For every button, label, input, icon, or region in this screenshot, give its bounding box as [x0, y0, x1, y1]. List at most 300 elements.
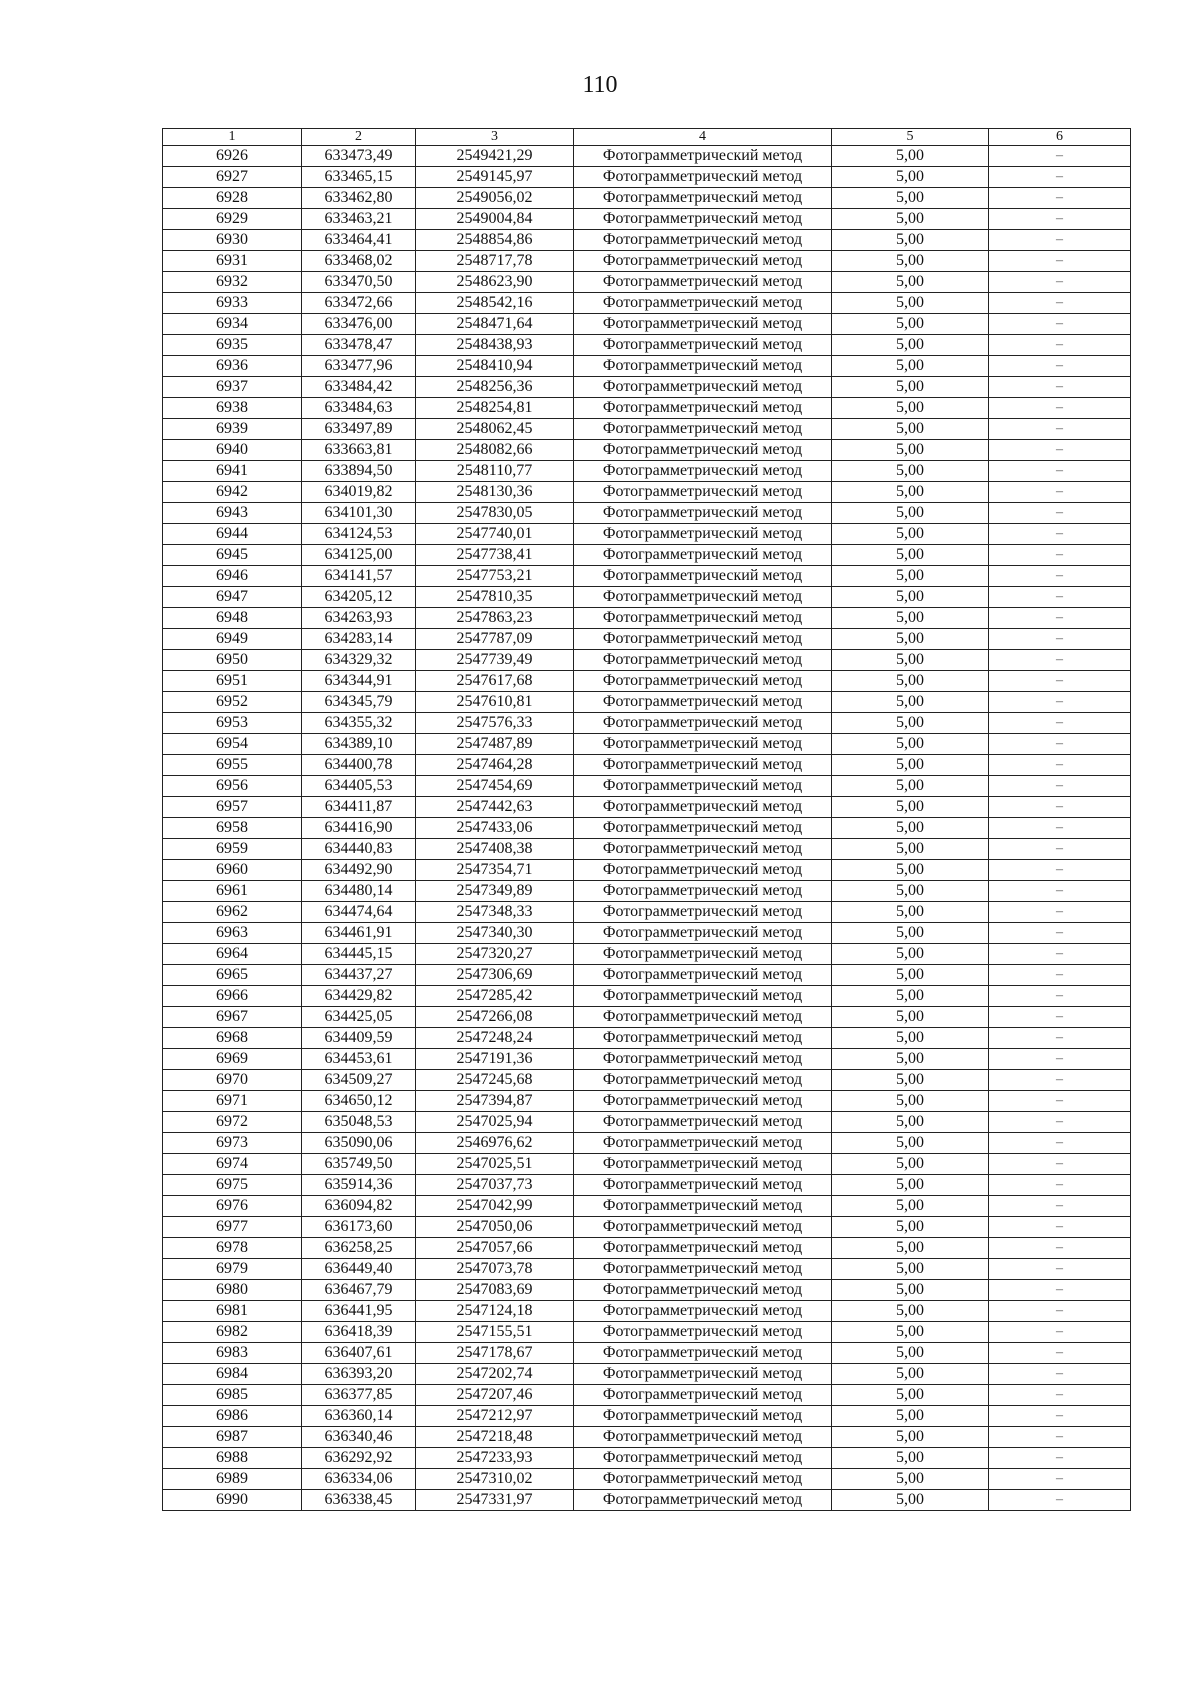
y-coordinate-cell: 2547408,38	[416, 839, 574, 860]
table-row	[163, 1469, 1131, 1490]
x-coordinate-cell: 633894,50	[302, 461, 416, 482]
y-coordinate-cell: 2547266,08	[416, 1007, 574, 1028]
table-row	[163, 860, 1131, 881]
y-coordinate-cell: 2549421,29	[416, 146, 574, 167]
x-coordinate-cell: 633463,21	[302, 209, 416, 230]
x-coordinate-cell: 634437,27	[302, 965, 416, 986]
table-row	[163, 1091, 1131, 1112]
point-number-cell: 6935	[163, 335, 302, 356]
point-number-cell: 6946	[163, 566, 302, 587]
point-number-cell: 6949	[163, 629, 302, 650]
x-coordinate-cell: 634480,14	[302, 881, 416, 902]
x-coordinate-cell: 636258,25	[302, 1238, 416, 1259]
x-coordinate-cell: 634411,87	[302, 797, 416, 818]
note-cell: –	[989, 272, 1131, 293]
x-coordinate-cell: 634416,90	[302, 818, 416, 839]
point-number-cell: 6934	[163, 314, 302, 335]
y-coordinate-cell: 2547348,33	[416, 902, 574, 923]
note-cell: –	[989, 881, 1131, 902]
method-cell: Фотограмметрический метод	[574, 1238, 832, 1259]
accuracy-cell: 5,00	[832, 1028, 989, 1049]
note-cell: –	[989, 251, 1131, 272]
point-number-cell: 6974	[163, 1154, 302, 1175]
note-cell: –	[989, 923, 1131, 944]
y-coordinate-cell: 2547610,81	[416, 692, 574, 713]
accuracy-cell: 5,00	[832, 272, 989, 293]
y-coordinate-cell: 2547310,02	[416, 1469, 574, 1490]
table-row	[163, 314, 1131, 335]
point-number-cell: 6951	[163, 671, 302, 692]
accuracy-cell: 5,00	[832, 902, 989, 923]
table-row	[163, 1343, 1131, 1364]
table-row	[163, 524, 1131, 545]
y-coordinate-cell: 2547050,06	[416, 1217, 574, 1238]
note-cell: –	[989, 335, 1131, 356]
point-number-cell: 6931	[163, 251, 302, 272]
x-coordinate-cell: 633478,47	[302, 335, 416, 356]
table-row	[163, 188, 1131, 209]
note-cell: –	[989, 713, 1131, 734]
method-cell: Фотограмметрический метод	[574, 377, 832, 398]
table-row	[163, 650, 1131, 671]
point-number-cell: 6933	[163, 293, 302, 314]
x-coordinate-cell: 636094,82	[302, 1196, 416, 1217]
x-coordinate-cell: 634141,57	[302, 566, 416, 587]
point-number-cell: 6943	[163, 503, 302, 524]
accuracy-cell: 5,00	[832, 797, 989, 818]
note-cell: –	[989, 1322, 1131, 1343]
table-row	[163, 209, 1131, 230]
accuracy-cell: 5,00	[832, 419, 989, 440]
x-coordinate-cell: 634440,83	[302, 839, 416, 860]
y-coordinate-cell: 2547025,51	[416, 1154, 574, 1175]
accuracy-cell: 5,00	[832, 1385, 989, 1406]
accuracy-cell: 5,00	[832, 860, 989, 881]
point-number-cell: 6928	[163, 188, 302, 209]
y-coordinate-cell: 2547233,93	[416, 1448, 574, 1469]
table-row	[163, 1448, 1131, 1469]
note-cell: –	[989, 314, 1131, 335]
x-coordinate-cell: 634019,82	[302, 482, 416, 503]
method-cell: Фотограмметрический метод	[574, 1448, 832, 1469]
x-coordinate-cell: 633484,42	[302, 377, 416, 398]
note-cell: –	[989, 1364, 1131, 1385]
y-coordinate-cell: 2547454,69	[416, 776, 574, 797]
note-cell: –	[989, 398, 1131, 419]
table-row	[163, 503, 1131, 524]
accuracy-cell: 5,00	[832, 650, 989, 671]
method-cell: Фотограмметрический метод	[574, 1028, 832, 1049]
x-coordinate-cell: 636360,14	[302, 1406, 416, 1427]
table-row	[163, 1259, 1131, 1280]
table-row	[163, 1196, 1131, 1217]
note-cell: –	[989, 1406, 1131, 1427]
y-coordinate-cell: 2547830,05	[416, 503, 574, 524]
table-row	[163, 734, 1131, 755]
accuracy-cell: 5,00	[832, 356, 989, 377]
accuracy-cell: 5,00	[832, 1112, 989, 1133]
y-coordinate-cell: 2548623,90	[416, 272, 574, 293]
y-coordinate-cell: 2547083,69	[416, 1280, 574, 1301]
accuracy-cell: 5,00	[832, 314, 989, 335]
y-coordinate-cell: 2546976,62	[416, 1133, 574, 1154]
x-coordinate-cell: 633462,80	[302, 188, 416, 209]
point-number-cell: 6961	[163, 881, 302, 902]
point-number-cell: 6980	[163, 1280, 302, 1301]
note-cell: –	[989, 860, 1131, 881]
x-coordinate-cell: 636173,60	[302, 1217, 416, 1238]
note-cell: –	[989, 524, 1131, 545]
method-cell: Фотограмметрический метод	[574, 545, 832, 566]
x-coordinate-cell: 635048,53	[302, 1112, 416, 1133]
y-coordinate-cell: 2547349,89	[416, 881, 574, 902]
note-cell: –	[989, 1469, 1131, 1490]
note-cell: –	[989, 461, 1131, 482]
note-cell: –	[989, 146, 1131, 167]
table-row	[163, 356, 1131, 377]
method-cell: Фотограмметрический метод	[574, 188, 832, 209]
accuracy-cell: 5,00	[832, 1259, 989, 1280]
y-coordinate-cell: 2547037,73	[416, 1175, 574, 1196]
note-cell: –	[989, 1217, 1131, 1238]
method-cell: Фотограмметрический метод	[574, 440, 832, 461]
point-number-cell: 6972	[163, 1112, 302, 1133]
accuracy-cell: 5,00	[832, 230, 989, 251]
accuracy-cell: 5,00	[832, 1049, 989, 1070]
x-coordinate-cell: 634345,79	[302, 692, 416, 713]
accuracy-cell: 5,00	[832, 944, 989, 965]
coordinates-table	[162, 128, 1131, 1511]
table-row	[163, 1049, 1131, 1070]
method-cell: Фотограмметрический метод	[574, 944, 832, 965]
note-cell: –	[989, 818, 1131, 839]
accuracy-cell: 5,00	[832, 1343, 989, 1364]
column-header: 3	[416, 129, 574, 146]
note-cell: –	[989, 1301, 1131, 1322]
x-coordinate-cell: 634453,61	[302, 1049, 416, 1070]
y-coordinate-cell: 2547073,78	[416, 1259, 574, 1280]
y-coordinate-cell: 2548717,78	[416, 251, 574, 272]
table-header	[163, 129, 1131, 146]
x-coordinate-cell: 633477,96	[302, 356, 416, 377]
note-cell: –	[989, 356, 1131, 377]
method-cell: Фотограмметрический метод	[574, 1301, 832, 1322]
method-cell: Фотограмметрический метод	[574, 251, 832, 272]
x-coordinate-cell: 633476,00	[302, 314, 416, 335]
accuracy-cell: 5,00	[832, 482, 989, 503]
accuracy-cell: 5,00	[832, 461, 989, 482]
table-row	[163, 1028, 1131, 1049]
x-coordinate-cell: 633484,63	[302, 398, 416, 419]
x-coordinate-cell: 634461,91	[302, 923, 416, 944]
note-cell: –	[989, 671, 1131, 692]
note-cell: –	[989, 755, 1131, 776]
note-cell: –	[989, 1259, 1131, 1280]
accuracy-cell: 5,00	[832, 839, 989, 860]
point-number-cell: 6971	[163, 1091, 302, 1112]
x-coordinate-cell: 634492,90	[302, 860, 416, 881]
method-cell: Фотограмметрический метод	[574, 314, 832, 335]
y-coordinate-cell: 2548471,64	[416, 314, 574, 335]
table-row	[163, 272, 1131, 293]
accuracy-cell: 5,00	[832, 1301, 989, 1322]
y-coordinate-cell: 2547306,69	[416, 965, 574, 986]
accuracy-cell: 5,00	[832, 608, 989, 629]
method-cell: Фотограмметрический метод	[574, 1280, 832, 1301]
note-cell: –	[989, 1070, 1131, 1091]
table-row	[163, 398, 1131, 419]
x-coordinate-cell: 634329,32	[302, 650, 416, 671]
point-number-cell: 6978	[163, 1238, 302, 1259]
table-row	[163, 1280, 1131, 1301]
x-coordinate-cell: 634355,32	[302, 713, 416, 734]
point-number-cell: 6948	[163, 608, 302, 629]
point-number-cell: 6965	[163, 965, 302, 986]
table-row	[163, 335, 1131, 356]
method-cell: Фотограмметрический метод	[574, 146, 832, 167]
y-coordinate-cell: 2548062,45	[416, 419, 574, 440]
accuracy-cell: 5,00	[832, 251, 989, 272]
note-cell: –	[989, 377, 1131, 398]
point-number-cell: 6989	[163, 1469, 302, 1490]
x-coordinate-cell: 633470,50	[302, 272, 416, 293]
note-cell: –	[989, 1028, 1131, 1049]
method-cell: Фотограмметрический метод	[574, 902, 832, 923]
accuracy-cell: 5,00	[832, 146, 989, 167]
method-cell: Фотограмметрический метод	[574, 881, 832, 902]
note-cell: –	[989, 1343, 1131, 1364]
table-row	[163, 1406, 1131, 1427]
note-cell: –	[989, 1385, 1131, 1406]
method-cell: Фотограмметрический метод	[574, 650, 832, 671]
point-number-cell: 6930	[163, 230, 302, 251]
point-number-cell: 6964	[163, 944, 302, 965]
x-coordinate-cell: 634125,00	[302, 545, 416, 566]
method-cell: Фотограмметрический метод	[574, 965, 832, 986]
note-cell: –	[989, 1280, 1131, 1301]
accuracy-cell: 5,00	[832, 671, 989, 692]
accuracy-cell: 5,00	[832, 188, 989, 209]
x-coordinate-cell: 633468,02	[302, 251, 416, 272]
x-coordinate-cell: 634429,82	[302, 986, 416, 1007]
method-cell: Фотограмметрический метод	[574, 1406, 832, 1427]
point-number-cell: 6938	[163, 398, 302, 419]
point-number-cell: 6988	[163, 1448, 302, 1469]
y-coordinate-cell: 2548542,16	[416, 293, 574, 314]
point-number-cell: 6952	[163, 692, 302, 713]
table-row	[163, 1490, 1131, 1511]
y-coordinate-cell: 2547740,01	[416, 524, 574, 545]
method-cell: Фотограмметрический метод	[574, 776, 832, 797]
accuracy-cell: 5,00	[832, 1427, 989, 1448]
method-cell: Фотограмметрический метод	[574, 1385, 832, 1406]
y-coordinate-cell: 2547617,68	[416, 671, 574, 692]
x-coordinate-cell: 633473,49	[302, 146, 416, 167]
table-row	[163, 377, 1131, 398]
table-row	[163, 755, 1131, 776]
table-row	[163, 1112, 1131, 1133]
table-row	[163, 251, 1131, 272]
method-cell: Фотограмметрический метод	[574, 1343, 832, 1364]
method-cell: Фотограмметрический метод	[574, 167, 832, 188]
x-coordinate-cell: 634509,27	[302, 1070, 416, 1091]
note-cell: –	[989, 692, 1131, 713]
note-cell: –	[989, 965, 1131, 986]
column-header: 6	[989, 129, 1131, 146]
x-coordinate-cell: 634650,12	[302, 1091, 416, 1112]
method-cell: Фотограмметрический метод	[574, 755, 832, 776]
y-coordinate-cell: 2547245,68	[416, 1070, 574, 1091]
y-coordinate-cell: 2548130,36	[416, 482, 574, 503]
method-cell: Фотограмметрический метод	[574, 1091, 832, 1112]
method-cell: Фотограмметрический метод	[574, 482, 832, 503]
accuracy-cell: 5,00	[832, 1238, 989, 1259]
accuracy-cell: 5,00	[832, 818, 989, 839]
x-coordinate-cell: 633663,81	[302, 440, 416, 461]
point-number-cell: 6954	[163, 734, 302, 755]
accuracy-cell: 5,00	[832, 1196, 989, 1217]
accuracy-cell: 5,00	[832, 986, 989, 1007]
table-row	[163, 1238, 1131, 1259]
x-coordinate-cell: 636377,85	[302, 1385, 416, 1406]
note-cell: –	[989, 839, 1131, 860]
x-coordinate-cell: 633464,41	[302, 230, 416, 251]
point-number-cell: 6942	[163, 482, 302, 503]
x-coordinate-cell: 636338,45	[302, 1490, 416, 1511]
y-coordinate-cell: 2548254,81	[416, 398, 574, 419]
y-coordinate-cell: 2547248,24	[416, 1028, 574, 1049]
point-number-cell: 6927	[163, 167, 302, 188]
table-row	[163, 1007, 1131, 1028]
x-coordinate-cell: 635090,06	[302, 1133, 416, 1154]
x-coordinate-cell: 635749,50	[302, 1154, 416, 1175]
table-row	[163, 608, 1131, 629]
method-cell: Фотограмметрический метод	[574, 587, 832, 608]
x-coordinate-cell: 636449,40	[302, 1259, 416, 1280]
accuracy-cell: 5,00	[832, 1133, 989, 1154]
accuracy-cell: 5,00	[832, 1175, 989, 1196]
x-coordinate-cell: 636467,79	[302, 1280, 416, 1301]
point-number-cell: 6941	[163, 461, 302, 482]
method-cell: Фотограмметрический метод	[574, 1154, 832, 1175]
y-coordinate-cell: 2547178,67	[416, 1343, 574, 1364]
method-cell: Фотограмметрический метод	[574, 461, 832, 482]
y-coordinate-cell: 2547753,21	[416, 566, 574, 587]
x-coordinate-cell: 634344,91	[302, 671, 416, 692]
y-coordinate-cell: 2547354,71	[416, 860, 574, 881]
x-coordinate-cell: 634283,14	[302, 629, 416, 650]
point-number-cell: 6937	[163, 377, 302, 398]
point-number-cell: 6956	[163, 776, 302, 797]
x-coordinate-cell: 634425,05	[302, 1007, 416, 1028]
x-coordinate-cell: 634101,30	[302, 503, 416, 524]
point-number-cell: 6967	[163, 1007, 302, 1028]
accuracy-cell: 5,00	[832, 398, 989, 419]
y-coordinate-cell: 2548410,94	[416, 356, 574, 377]
y-coordinate-cell: 2547124,18	[416, 1301, 574, 1322]
accuracy-cell: 5,00	[832, 1217, 989, 1238]
y-coordinate-cell: 2547331,97	[416, 1490, 574, 1511]
method-cell: Фотограмметрический метод	[574, 1217, 832, 1238]
accuracy-cell: 5,00	[832, 1007, 989, 1028]
method-cell: Фотограмметрический метод	[574, 1322, 832, 1343]
x-coordinate-cell: 636393,20	[302, 1364, 416, 1385]
y-coordinate-cell: 2547442,63	[416, 797, 574, 818]
y-coordinate-cell: 2547212,97	[416, 1406, 574, 1427]
note-cell: –	[989, 1091, 1131, 1112]
method-cell: Фотограмметрический метод	[574, 1133, 832, 1154]
point-number-cell: 6960	[163, 860, 302, 881]
accuracy-cell: 5,00	[832, 1490, 989, 1511]
accuracy-cell: 5,00	[832, 587, 989, 608]
table-row	[163, 1175, 1131, 1196]
method-cell: Фотограмметрический метод	[574, 230, 832, 251]
method-cell: Фотограмметрический метод	[574, 818, 832, 839]
note-cell: –	[989, 797, 1131, 818]
table-row	[163, 482, 1131, 503]
note-cell: –	[989, 629, 1131, 650]
table-row	[163, 1364, 1131, 1385]
x-coordinate-cell: 633465,15	[302, 167, 416, 188]
method-cell: Фотограмметрический метод	[574, 209, 832, 230]
y-coordinate-cell: 2547202,74	[416, 1364, 574, 1385]
accuracy-cell: 5,00	[832, 1469, 989, 1490]
table-row	[163, 1427, 1131, 1448]
note-cell: –	[989, 482, 1131, 503]
y-coordinate-cell: 2548256,36	[416, 377, 574, 398]
x-coordinate-cell: 636292,92	[302, 1448, 416, 1469]
x-coordinate-cell: 634389,10	[302, 734, 416, 755]
x-coordinate-cell: 634205,12	[302, 587, 416, 608]
y-coordinate-cell: 2548110,77	[416, 461, 574, 482]
accuracy-cell: 5,00	[832, 209, 989, 230]
point-number-cell: 6936	[163, 356, 302, 377]
table-row	[163, 146, 1131, 167]
table-row	[163, 1322, 1131, 1343]
x-coordinate-cell: 634263,93	[302, 608, 416, 629]
table-row	[163, 545, 1131, 566]
table-row	[163, 230, 1131, 251]
table-row	[163, 797, 1131, 818]
method-cell: Фотограмметрический метод	[574, 671, 832, 692]
accuracy-cell: 5,00	[832, 629, 989, 650]
accuracy-cell: 5,00	[832, 524, 989, 545]
method-cell: Фотограмметрический метод	[574, 1049, 832, 1070]
method-cell: Фотограмметрический метод	[574, 839, 832, 860]
x-coordinate-cell: 636407,61	[302, 1343, 416, 1364]
y-coordinate-cell: 2547057,66	[416, 1238, 574, 1259]
method-cell: Фотограмметрический метод	[574, 356, 832, 377]
table-row	[163, 419, 1131, 440]
point-number-cell: 6985	[163, 1385, 302, 1406]
column-header: 5	[832, 129, 989, 146]
method-cell: Фотограмметрический метод	[574, 419, 832, 440]
x-coordinate-cell: 634409,59	[302, 1028, 416, 1049]
point-number-cell: 6966	[163, 986, 302, 1007]
table-row	[163, 902, 1131, 923]
note-cell: –	[989, 293, 1131, 314]
table-body	[163, 146, 1131, 1511]
x-coordinate-cell: 635914,36	[302, 1175, 416, 1196]
point-number-cell: 6929	[163, 209, 302, 230]
accuracy-cell: 5,00	[832, 545, 989, 566]
note-cell: –	[989, 1049, 1131, 1070]
accuracy-cell: 5,00	[832, 335, 989, 356]
point-number-cell: 6955	[163, 755, 302, 776]
table-row	[163, 944, 1131, 965]
y-coordinate-cell: 2547025,94	[416, 1112, 574, 1133]
table-row	[163, 566, 1131, 587]
